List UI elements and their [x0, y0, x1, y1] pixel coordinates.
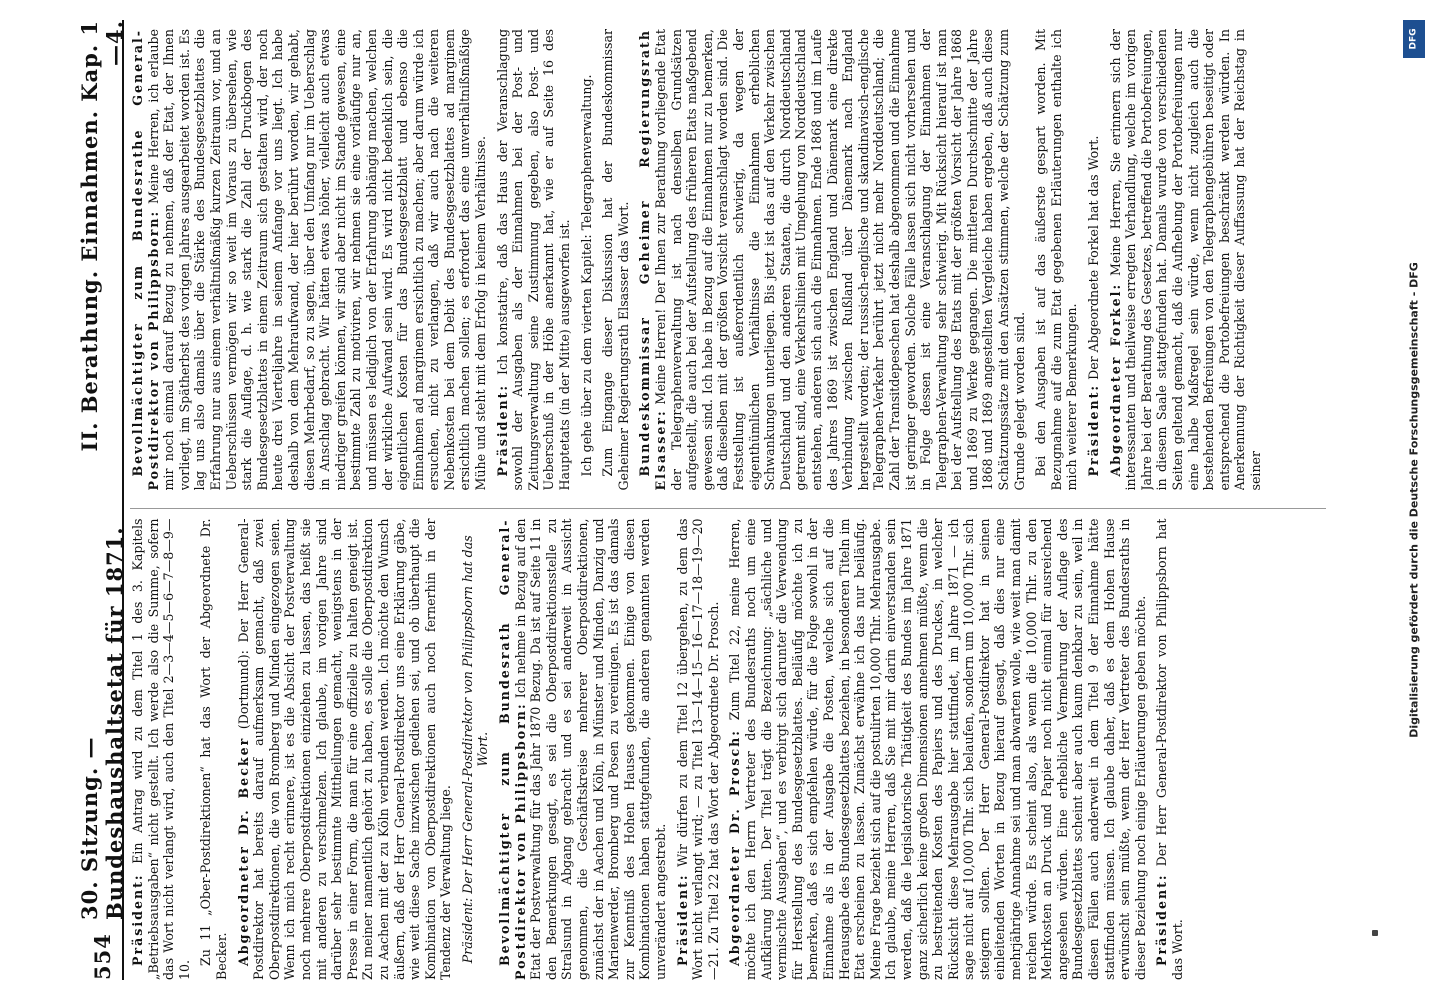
paragraph: [727, 519, 1148, 981]
rotated-page: [66, 0, 1366, 1000]
paragraph: [579, 29, 595, 491]
speaker-name: Bevollmächtigter zum Bundesrathe General-Postdirektor von Philippsborn:: [130, 29, 161, 491]
speaker-name: Präsident:: [1086, 383, 1102, 477]
paragraph-text: Ich nehme in Bezug auf den Etat der Postverwaltung für das Jahr 1870 Bezug. Da ist auf Seite 11 in den Bemerkungen gesagt, es sei die Oberpostdirektionsstelle zu Stralsund in Abgang gebracht und es sei anderweit in Aussicht genommen, die Geschäftskreise mehrerer Oberpostdirektionen, zunächst der in Aachen und Köln, in Münster und Minden, Danzig und Marienwerder, Bromberg und Posen zu vereinigen. Es ist das damals zur Kenntniß des Hohen Hauses gekommen. Einige von diesen Kombinationen haben stattgefunden, die anderen genannten werden unverändert angestrebt.: [512, 518, 668, 980]
paragraph-text: Zum Titel 22, meine Herren, möchte ich den Herrn Vertreter des Bundesraths noch um eine Aufklärung bitten. Der Titel trägt die Bezeichnung: „sächliche und vermischte Ausgaben“, und es verbirgt sich darunter die Verwendung für Herstellung des Bundesgesetzblattes. Beiläufig möchte ich zu bemerken, daß es sich empfehlen würde, für die Folge sowohl in der Einnahme als in der Ausgabe die Posten, welche sich auf die Herausgabe des Bundesgesetzblattes beziehen, in besonderen Titeln im Etat erscheinen zu lassen. Zunächst erwähne ich das nur beiläufig. Meine Frage bezieht sich auf die postulirten 10,000 Thlr. Mehrausgabe. Ich glaube, meine Herren, daß Sie mit mir darin einverstanden sein werden, daß die legislatorische Thätigkeit des Bundes im Jahre 1871 ganz sicherlich keine großen Dimensionen annehmen müßte, wenn die zu bestreitenden Kosten des Papiers und des Druckes, in welcher Rücksicht diese Mehrausgabe hier stattfindet, im Jahre 1871 — ich sage nicht auf 10,000 Thlr. sich belaufen, sondern um 10,000 Thlr. sich steigern sollten. Der Herr General-Postdirektor hat in seinen einleitenden Worten in Bezug hierauf gesagt, daß dies nur eine mehrjährige Annahme sei und man abwarten wolle, wie weit man damit reichen würde. Es scheint also, als wenn die 10,000 Thlr. zu den Mehrkosten an Druck und Papier noch nicht einmal für ausreichend angesehen würden. Eine erhebliche Vermehrung der Auflage des Bundesgesetzblattes scheint aber auch kaum denkbar zu sein, weil in diesen Fällen auch anderweit in dem Titel 9 der Einnahme hätte stattfinden müssen. Ich glaube daher, daß es dem Hohen Hause erwünscht sein müßte, wenn der Herr Vertreter des Bundesraths in dieser Beziehung noch einige Erläuterungen geben möchte.: [727, 518, 1148, 980]
text-columns: [130, 20, 1326, 980]
paragraph-text: Der Abgeordnete Forkel hat das Wort.: [1086, 135, 1102, 380]
header-left-title: 30. Sitzung. — Bundeshaushaltsetat für 1871.: [77, 526, 127, 920]
paragraph: [198, 519, 229, 981]
paragraph: [495, 29, 573, 491]
text-column-left: [130, 509, 1326, 981]
speaker-name: Abgeordneter Forkel:: [1107, 282, 1123, 477]
paragraph-text: Zum Eingange dieser Diskussion hat der Bundeskommissar Geheimer Regierungsrath Elsasser das Wort.: [600, 29, 631, 491]
dfg-badge: DFG: [1403, 20, 1425, 58]
paragraph-text: Meine Herren! Der Ihnen zur Berathung vorliegende Etat der Telegraphenverwaltung ist nach denselben Grundsätzen aufgestellt, die auch bei der Aufstellung des früheren Etats maßgebend gewesen sind. Ich habe in Bezug auf die Einnahmen nur zu bemerken, daß dieselben mit der größten Vorsicht veranschlagt worden sind. Die Feststellung ist außerordentlich schwierig, da wegen der eigenthümlichen Verhältnisse die Einnahmen erheblichen Schwankungen unterliegen. Bis jetzt ist das auf den Verkehr zwischen Deutschland und den anderen Staaten, die durch Norddeutschland getrennt sind, eine Verkehrslinien mit Umgehung von Norddeutschland entstehen, anderen sich auch die Einnahmen. Ende 1868 und im Laufe des Jahres 1869 ist zwischen England und Dänemark eine direkte Verbindung zwischen Rußland über Dänemark nach England hergestellt worden; der russisch-englische und skandinavisch-englische Telegraphen-Verkehr berührt jetzt nicht mehr Norddeutschland; die Zahl der Transitdepeschen hat deshalb abgenommen und die Einnahme ist geringer geworden. Solche Fälle lassen sich nicht vorhersehen und in Folge dessen ist eine Veranschlagung der Einnahmen der Telegraphen-Verwaltung sehr schwierig. Mit Rücksicht hierauf ist man bei der Aufstellung des Etats mit der größten Vorsicht der Jahre 1868 und 1869 zu Werke gegangen. Die mittleren Durchschnitte der Jahre 1868 und 1869 angestellten Vergleiche haben ergeben, daß auch diese Schätzungssätze mit den Ansätzen stimmen, welche der Schätzung zum Grunde gelegt worden sind.: [653, 29, 1027, 491]
speaker-name: Bundeskommissar Geheimer Regierungsrath Elsasser:: [637, 29, 668, 491]
paragraph: [130, 519, 192, 981]
page-header: [77, 20, 127, 980]
paragraph: [1108, 29, 1264, 491]
speaker-name: Präsident:: [1154, 873, 1170, 966]
paragraph: [1154, 519, 1185, 981]
paragraph: [675, 519, 722, 981]
speaker-name: Bevollmächtigter zum Bundesrath General-Postdirektor von Philippsborn:: [497, 518, 528, 980]
text-column-right: [130, 20, 1326, 491]
paragraph-text: Bei den Ausgaben ist auf das äußerste gespart worden. Mit Bezugnahme auf die zum Etat gegebenen Erläuterungen enthalte ich mich weiterer Bemerkungen.: [1033, 29, 1080, 491]
centered-note: Präsident: Der Herr General-Postdirektor von Philippsborn hat das Wort.: [459, 535, 491, 964]
speaker-name: Abgeordneter Dr. Becker: [235, 736, 251, 966]
scan-mark: [1372, 930, 1378, 936]
paragraph: [236, 519, 454, 981]
paragraph: [600, 29, 631, 491]
speaker-name: Abgeordneter Dr. Prosch:: [727, 729, 743, 966]
paragraph-text: Ich gehe über zu dem vierten Kapitel: Telegraphenverwaltung.: [578, 74, 594, 477]
paragraph-text: Der Herr General-Postdirektor von Philippsborn hat das Wort.: [1154, 518, 1185, 980]
paragraph-text: Meine Herren, Sie erinnern sich der interessanten und theilweise erregten Verhandlung, welche im vorigen Jahre bei der Berathung des Gesetzes, betreffend die Portobefreiungen, in diesem Saale stattgefunden hat. Damals wurde von verschiedenen Seiten geltend gemacht, daß die Aufhebung der Portobefreiungen nur eine halbe Maßregel sein würde, wenn nicht zugleich auch die bestehenden Befreiungen von den Telegraphengebühren beseitigt oder entsprechend die Portobefreiungen beschränkt werden würden. In Anerkennung der Richtigkeit dieser Auffassung hat der Reichstag in seiner: [1107, 29, 1263, 491]
paragraph-text: Zu 11 „Ober-Postdirektionen“ hat das Wort der Abgeordnete Dr. Becker.: [198, 518, 229, 980]
digitization-credit: Digitalisierung gefördert durch die Deutsche Forschungsgemeinschaft - DFG: [1407, 262, 1421, 738]
speaker-name: Präsident:: [674, 873, 690, 966]
paragraph: [130, 29, 489, 491]
paragraph: [497, 519, 669, 981]
paragraph-text: Meine Herren, ich erlaube mir noch einmal darauf Bezug zu nehmen, daß der Etat, der Ihnen vorliegt, im Spätherbst des vorigen Jahres ausgearbeitet worden ist. Es lag uns also damals über die Stärke des Bundesgesetzblattes die Erfahrung nur aus einem verhältnißmäßig kurzen Zeitraum vor, und an Ueberschüssen vermögen wir so weit im Voraus zu übersehen, wie stark die Auflage, d. h. wie stark die Zahl der Druckbogen des Bundesgesetzblattes in einem Zeitraum sich gestalten wird, der noch heute drei Vierteljahre in seinem Anfange vor uns liegt. Ich habe deshalb von dem Mehraufwand, der hier berührt worden, wir gehabt, diesen Mehrbedarf, so zu sagen, über den Umfang nur im Ueberschlag in Anschlag gebracht. Wir hätten etwas höher, vielleicht auch etwas niedriger greifen können, wir sind aber nicht im Stande gewesen, eine bestimmte Zahl zu motiviren, wir nehmen sie eine vorläufige nur an, und müssen es lediglich von der Erfahrung abhängig machen, welchen der wirkliche Aufwand sein wird. Es wird nicht bedenklich sein, die eigentlichen Kosten für das Bundesgesetzblatt und ebenso die Einnahmen ad marginem ersichtlich zu machen; aber darum würde ich ersuchen, nicht zu verlangen, daß wir auch nach die weiteren Nebenkosten bei dem Debit des Bundesgesetzblattes ad marginem ersichtlich machen sollen; es erfordert das eine unverhältnißmäßige Mühe und steht mit dem Erfolg in keinem Verhältnisse.: [145, 29, 489, 491]
paragraph-text: (Dortmund): Der Herr General-Postdirektor hat bereits darauf aufmerksam gemacht, daß zwei Oberpostdirektionen, die von Bromberg und Minden eingezogen seien. Wenn ich mich recht erinnere, ist es die Absicht der Postverwaltung noch mehrere Oberpostdirektionen einziehen zu lassen, das heißt sie mit anderen zu verschmelzen. Ich glaube, im vorigen Jahre sind darüber sehr bestimmte Mittheilungen gemacht, wenigstens in der Presse in einer Form, die man für eine offizielle zu halten geneigt ist. Zu meiner namentlich gehört zu haben, es solle die Oberpostdirektion zu Aachen mit der zu Köln verbunden werden. Ich möchte den Wunsch äußern, daß der Herr General-Postdirektor uns eine Erklärung gäbe, wie weit diese Sache inzwischen gediehen sei, und ob überhaupt die Kombination von Oberpostdirektionen auch noch fernerhin in der Tendenz der Verwaltung liege.: [235, 518, 454, 980]
speaker-name: Präsident:: [494, 383, 510, 477]
speaker-name: Präsident:: [130, 873, 145, 966]
paragraph: [637, 29, 1027, 491]
paragraph: [1033, 29, 1080, 491]
header-right-title: II. Berathung. Einnahmen. Kap. 1—4.: [77, 20, 127, 452]
paragraph: [1086, 29, 1102, 491]
paragraph-text: Ich konstatire, daß das Haus der Veranschlagung sowohl der Ausgaben als der Einnahmen bei der Post- und Zeitungsverwaltung seine Zustimmung gegeben, also Post- und Ueberschuß in der Höhe anerkannt hat, wie er auf Seite 16 des Hauptetats (in der Mitte) ausgeworfen ist.: [494, 28, 573, 491]
page-number: 554: [89, 933, 115, 980]
paragraph-text: Wir dürfen zu dem Titel 12 übergehen, zu dem das Wort nicht verlangt wird; — zu Titel 13—14—15—16—17—18—19—20—21. Zu Titel 22 hat das Wort der Abgeordnete Dr. Prosch.: [674, 518, 721, 980]
paragraph-text: Ein Antrag wird zu dem Titel 1 des 3. Kapitels „Betriebsausgaben“ nicht gestellt. Ich werde also die Summe, sofern das Wort nicht verlangt wird, auch den Titel 2—3—4—5—6—7—8—9—10.: [130, 518, 192, 980]
